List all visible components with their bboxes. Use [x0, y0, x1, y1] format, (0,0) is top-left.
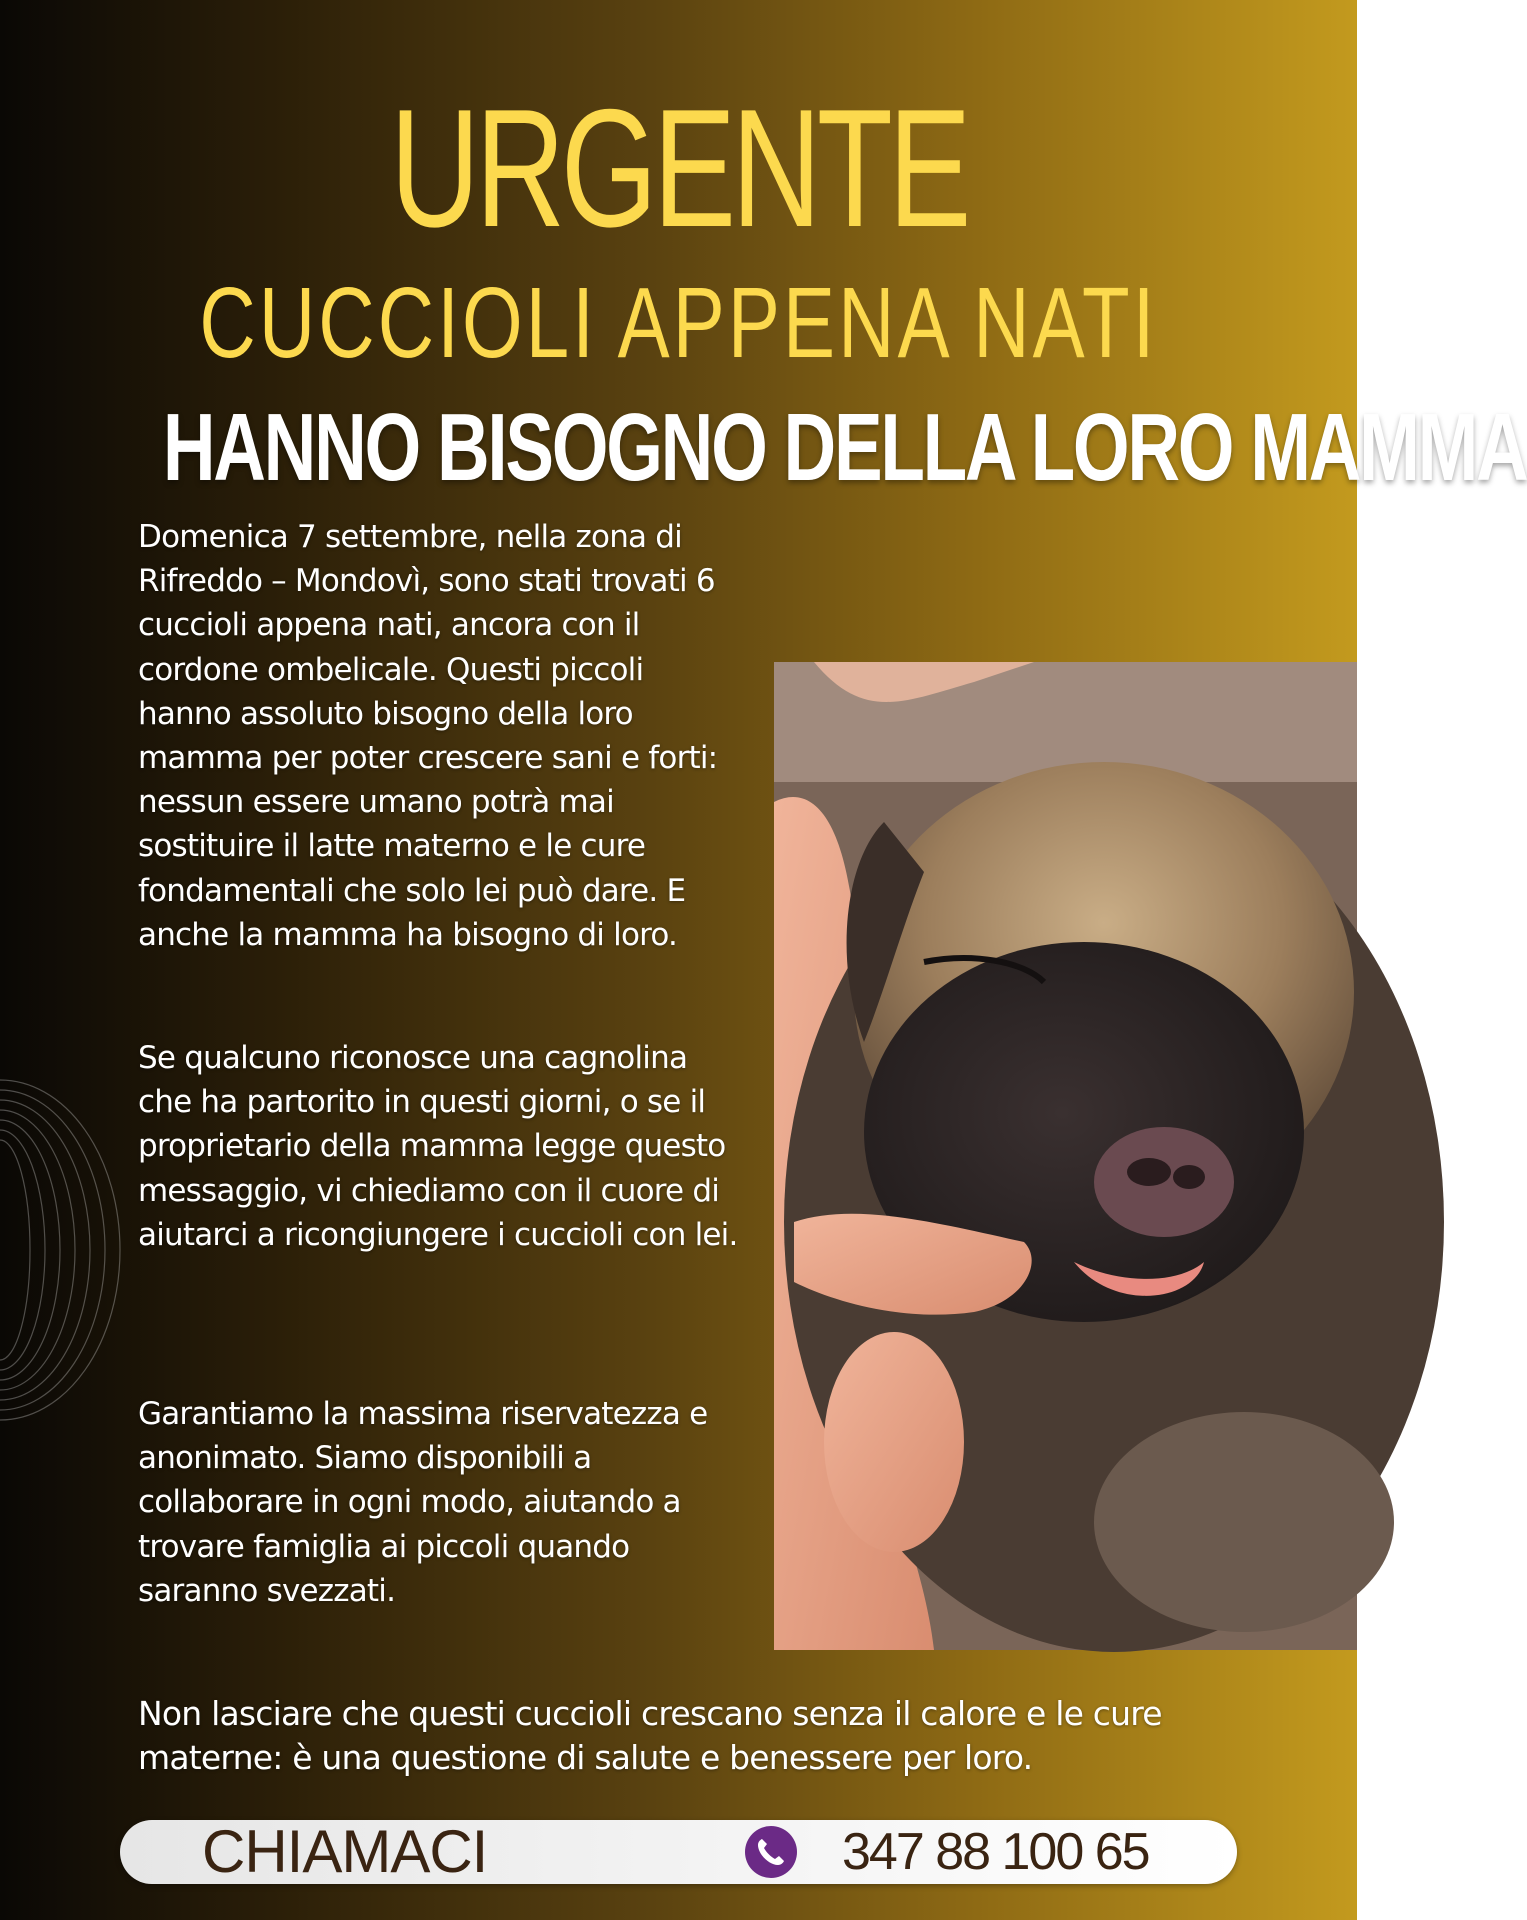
headline-urgente: URGENTE — [390, 74, 967, 262]
phone-number[interactable]: 347 88 100 65 — [842, 1823, 1149, 1881]
phone-icon[interactable] — [745, 1826, 797, 1878]
headline-subtitle: CUCCIOLI APPENA NATI — [199, 267, 1158, 379]
body-paragraph-3: Garantiamo la massima riservatezza e anonimato. Siamo disponibili a collaborare in ogni modo, aiutando a trovare famiglia ai piccoli quando saranno svezzati. — [138, 1396, 708, 1609]
call-banner[interactable] — [120, 1820, 1237, 1884]
closing-message: Non lasciare che questi cuccioli crescano senza il calore e le cure materne: è una questione di salute e benessere per loro. — [138, 1694, 1162, 1777]
body-paragraph-2: Se qualcuno riconosce una cagnolina che ha partorito in questi giorni, o se il proprietario della mamma legge questo messaggio, vi chiediamo con il cuore di aiutarci a ricongiungere i cuccioli con lei. — [138, 1040, 738, 1253]
puppy-photo — [774, 662, 1357, 1650]
decorative-arcs — [0, 1060, 150, 1440]
body-paragraph-1: Domenica 7 settembre, nella zona di Rifreddo – Mondovì, sono stati trovati 6 cuccioli appena nati, ancora con il cordone ombelicale. Questi piccoli hanno assoluto bisogno della loro mamma per poter crescere sani e forti: nessun essere umano potrà mai sostituire il latte materno e le cure fondamentali che solo lei può dare. E anche la mamma ha bisogno di loro. — [138, 519, 718, 953]
headline-tagline: HANNO BISOGNO DELLA LORO MAMMA — [162, 394, 1527, 501]
call-us-label[interactable]: CHIAMACI — [202, 1818, 488, 1885]
